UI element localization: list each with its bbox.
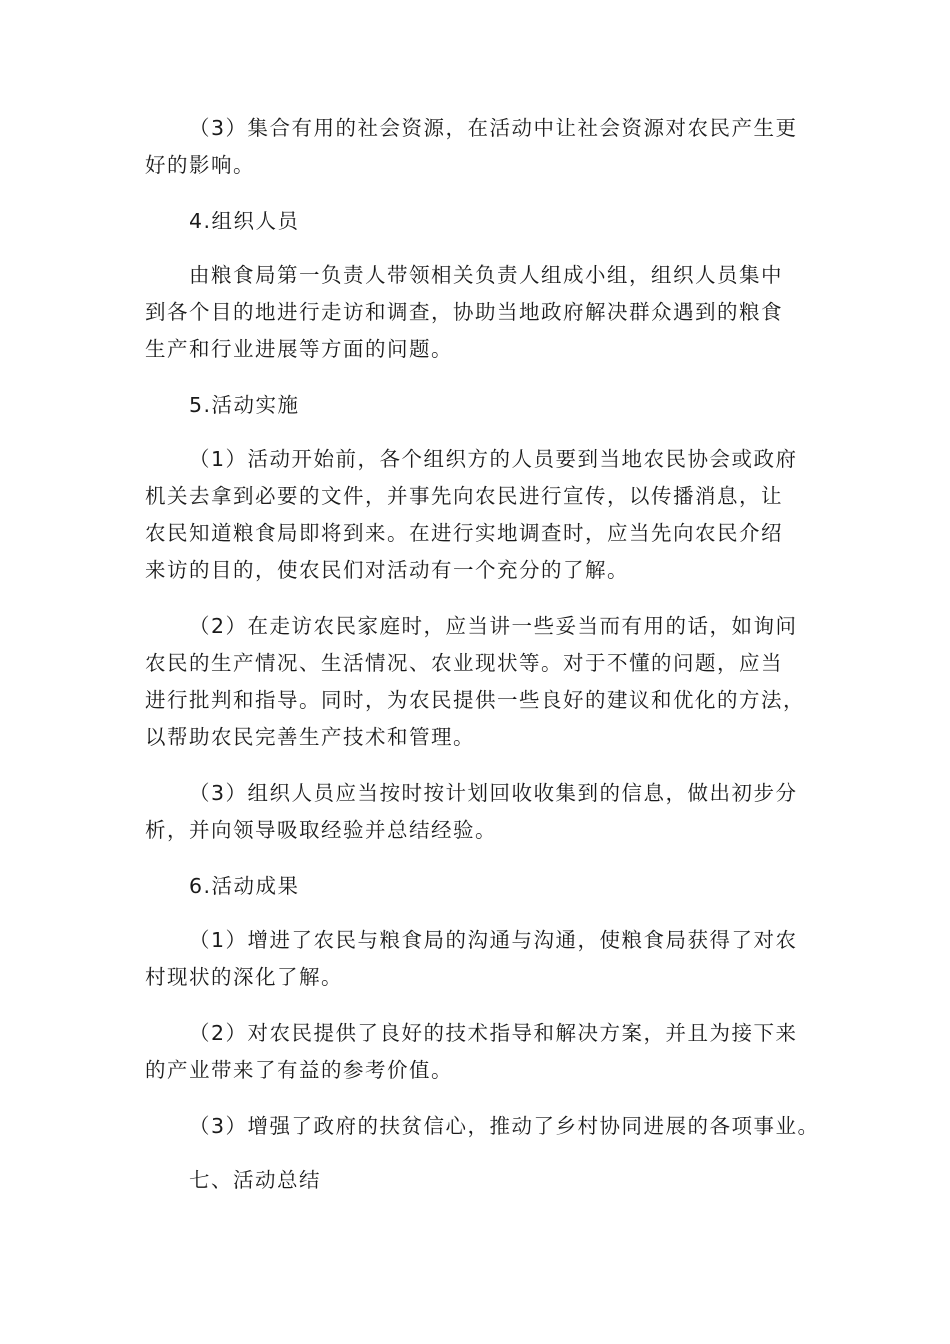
text-line: 析，并向领导吸取经验并总结经验。 [145, 818, 497, 842]
paragraph-implementation-3 [145, 775, 815, 849]
paragraph-organize-staff [145, 257, 815, 368]
paragraph-results-2 [145, 1015, 815, 1089]
text-line: 农民知道粮食局即将到来。在进行实地调查时，应当先向农民介绍 [145, 521, 783, 545]
text-line: （3）组织人员应当按时按计划回收收集到的信息，做出初步分 [189, 781, 798, 805]
text-line: （3）集合有用的社会资源，在活动中让社会资源对农民产生更 [189, 116, 798, 140]
paragraph-implementation-2 [145, 608, 815, 756]
text-line: （2）对农民提供了良好的技术指导和解决方案，并且为接下来 [189, 1021, 798, 1045]
text-line: （1）增进了农民与粮食局的沟通与沟通，使粮食局获得了对农 [189, 928, 798, 952]
text-line: （3）增强了政府的扶贫信心，推动了乡村协同进展的各项事业。 [189, 1114, 820, 1138]
heading-implementation: 5.活动实施 [189, 393, 300, 417]
text-line: 以帮助农民完善生产技术和管理。 [145, 725, 475, 749]
text-line: 机关去拿到必要的文件，并事先向农民进行宣传，以传播消息，让 [145, 484, 783, 508]
text-line: 来访的目的，使农民们对活动有一个充分的了解。 [145, 558, 629, 582]
paragraph-implementation-1 [145, 441, 815, 589]
text-line: （1）活动开始前，各个组织方的人员要到当地农民协会或政府 [189, 447, 798, 471]
paragraph-results-3 [145, 1108, 820, 1145]
text-line: 到各个目的地进行走访和调查，协助当地政府解决群众遇到的粮食 [145, 300, 783, 324]
heading-results: 6.活动成果 [189, 874, 300, 898]
text-line: 生产和行业进展等方面的问题。 [145, 337, 453, 361]
text-line: 由粮食局第一负责人带领相关负责人组成小组，组织人员集中 [189, 263, 783, 287]
text-line: （2）在走访农民家庭时，应当讲一些妥当而有用的话，如询问 [189, 614, 798, 638]
paragraph-resources [145, 110, 815, 184]
heading-summary: 七、活动总结 [189, 1168, 321, 1192]
text-line: 农民的生产情况、生活情况、农业现状等。对于不懂的问题，应当 [145, 651, 783, 675]
text-line: 好的影响。 [145, 153, 255, 177]
heading-organize-staff: 4.组织人员 [189, 209, 300, 233]
text-line: 村现状的深化了解。 [145, 965, 343, 989]
text-line: 的产业带来了有益的参考价值。 [145, 1058, 453, 1082]
paragraph-results-1 [145, 922, 815, 996]
text-line: 进行批判和指导。同时，为农民提供一些良好的建议和优化的方法， [145, 688, 805, 712]
